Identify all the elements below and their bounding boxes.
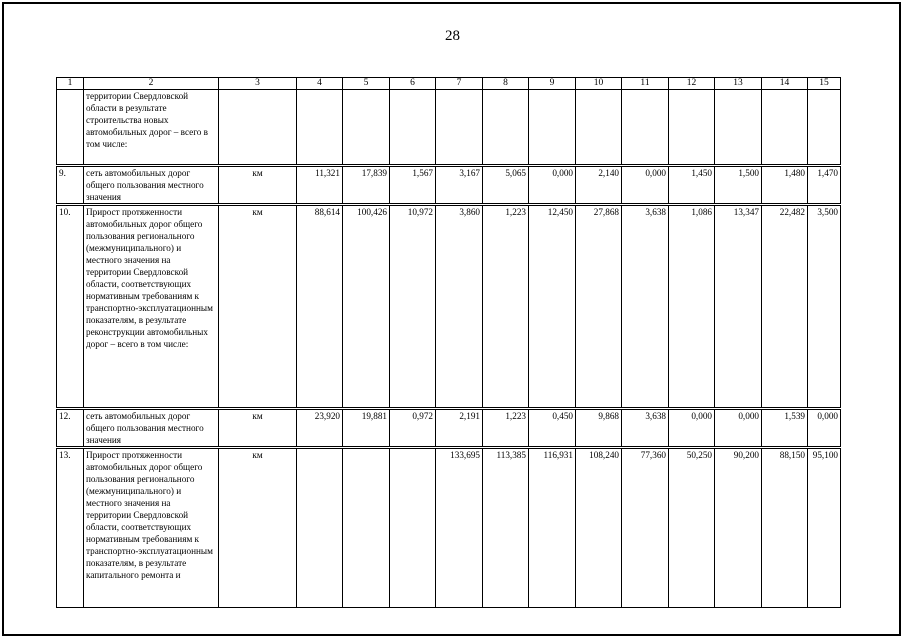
value-cell: 0,000 — [669, 409, 715, 448]
value-cell — [483, 90, 529, 166]
value-cell: 22,482 — [762, 205, 808, 409]
value-cell: 0,000 — [622, 166, 669, 205]
header-cell: 11 — [622, 78, 669, 90]
data-table — [56, 77, 841, 608]
table-row — [57, 166, 841, 205]
header-cell: 10 — [576, 78, 622, 90]
value-cell: 0,000 — [529, 166, 576, 205]
value-cell: 3,500 — [808, 205, 841, 409]
value-cell — [390, 90, 436, 166]
value-cell: 0,972 — [390, 409, 436, 448]
value-cell — [669, 90, 715, 166]
value-cell: 2,191 — [436, 409, 483, 448]
value-cell: 23,920 — [297, 409, 343, 448]
header-cell: 7 — [436, 78, 483, 90]
header-cell: 8 — [483, 78, 529, 90]
indicator-name: Прирост протяженности автомобильных дорог общего пользования регионального (межмуниципального) и местного значения на территории Свердловской области, соответствующих нормативным требованиям к транспортно-эксплуатационным показателям, в результате капитального ремонта и — [84, 448, 219, 608]
row-number: 12. — [57, 409, 84, 448]
header-cell: 12 — [669, 78, 715, 90]
indicator-name: территории Свердловской области в результате строительства новых автомобильных дорог – всего в том числе: — [84, 90, 219, 166]
header-cell: 9 — [529, 78, 576, 90]
page-number: 28 — [445, 28, 460, 44]
value-cell: 5,065 — [483, 166, 529, 205]
indicator-name: сеть автомобильных дорог общего пользования местного значения — [84, 166, 219, 205]
value-cell: 1,567 — [390, 166, 436, 205]
value-cell: 1,223 — [483, 205, 529, 409]
value-cell: 100,426 — [343, 205, 390, 409]
value-cell — [762, 90, 808, 166]
table-row — [57, 448, 841, 608]
value-cell: 12,450 — [529, 205, 576, 409]
header-cell: 3 — [219, 78, 297, 90]
value-cell — [297, 90, 343, 166]
value-cell: 1,480 — [762, 166, 808, 205]
value-cell: 19,881 — [343, 409, 390, 448]
value-cell — [343, 90, 390, 166]
row-number: 13. — [57, 448, 84, 608]
table-row — [57, 205, 841, 409]
value-cell: 116,931 — [529, 448, 576, 608]
value-cell: 9,868 — [576, 409, 622, 448]
header-cell: 4 — [297, 78, 343, 90]
header-cell: 5 — [343, 78, 390, 90]
value-cell: 0,450 — [529, 409, 576, 448]
header-cell: 13 — [715, 78, 762, 90]
header-cell: 14 — [762, 78, 808, 90]
value-cell: 13,347 — [715, 205, 762, 409]
value-cell — [297, 448, 343, 608]
value-cell: 88,614 — [297, 205, 343, 409]
value-cell: 2,140 — [576, 166, 622, 205]
unit-cell: км — [219, 409, 297, 448]
value-cell: 108,240 — [576, 448, 622, 608]
indicator-name: Прирост протяженности автомобильных дорог общего пользования регионального (межмуниципального) и местного значения на территории Свердловской области, соответствующих нормативным требованиям к транспортно-эксплуатационным показателям, в результате реконструкции автомобильных дорог – всего в том числе: — [84, 205, 219, 409]
table-row — [57, 90, 841, 166]
value-cell: 17,839 — [343, 166, 390, 205]
row-number: 10. — [57, 205, 84, 409]
value-cell: 3,860 — [436, 205, 483, 409]
unit-cell: км — [219, 205, 297, 409]
value-cell — [390, 448, 436, 608]
value-cell: 50,250 — [669, 448, 715, 608]
value-cell — [576, 90, 622, 166]
unit-cell — [219, 90, 297, 166]
value-cell: 88,150 — [762, 448, 808, 608]
value-cell: 3,638 — [622, 409, 669, 448]
value-cell — [622, 90, 669, 166]
value-cell: 11,321 — [297, 166, 343, 205]
indicator-name: сеть автомобильных дорог общего пользования местного значения — [84, 409, 219, 448]
value-cell: 1,223 — [483, 409, 529, 448]
unit-cell: км — [219, 166, 297, 205]
value-cell: 77,360 — [622, 448, 669, 608]
value-cell: 3,167 — [436, 166, 483, 205]
column-number-row — [57, 78, 841, 90]
value-cell: 133,695 — [436, 448, 483, 608]
value-cell: 1,450 — [669, 166, 715, 205]
value-cell — [715, 90, 762, 166]
value-cell: 10,972 — [390, 205, 436, 409]
header-cell: 1 — [57, 78, 84, 90]
value-cell: 0,000 — [808, 409, 841, 448]
value-cell — [343, 448, 390, 608]
value-cell — [436, 90, 483, 166]
header-cell: 6 — [390, 78, 436, 90]
value-cell: 95,100 — [808, 448, 841, 608]
value-cell: 113,385 — [483, 448, 529, 608]
value-cell: 3,638 — [622, 205, 669, 409]
header-cell: 2 — [84, 78, 219, 90]
value-cell: 0,000 — [715, 409, 762, 448]
value-cell — [808, 90, 841, 166]
table-row — [57, 409, 841, 448]
value-cell: 1,470 — [808, 166, 841, 205]
value-cell — [529, 90, 576, 166]
row-number — [57, 90, 84, 166]
value-cell: 1,086 — [669, 205, 715, 409]
value-cell: 27,868 — [576, 205, 622, 409]
row-number: 9. — [57, 166, 84, 205]
header-cell: 15 — [808, 78, 841, 90]
value-cell: 1,500 — [715, 166, 762, 205]
value-cell: 90,200 — [715, 448, 762, 608]
unit-cell: км — [219, 448, 297, 608]
value-cell: 1,539 — [762, 409, 808, 448]
